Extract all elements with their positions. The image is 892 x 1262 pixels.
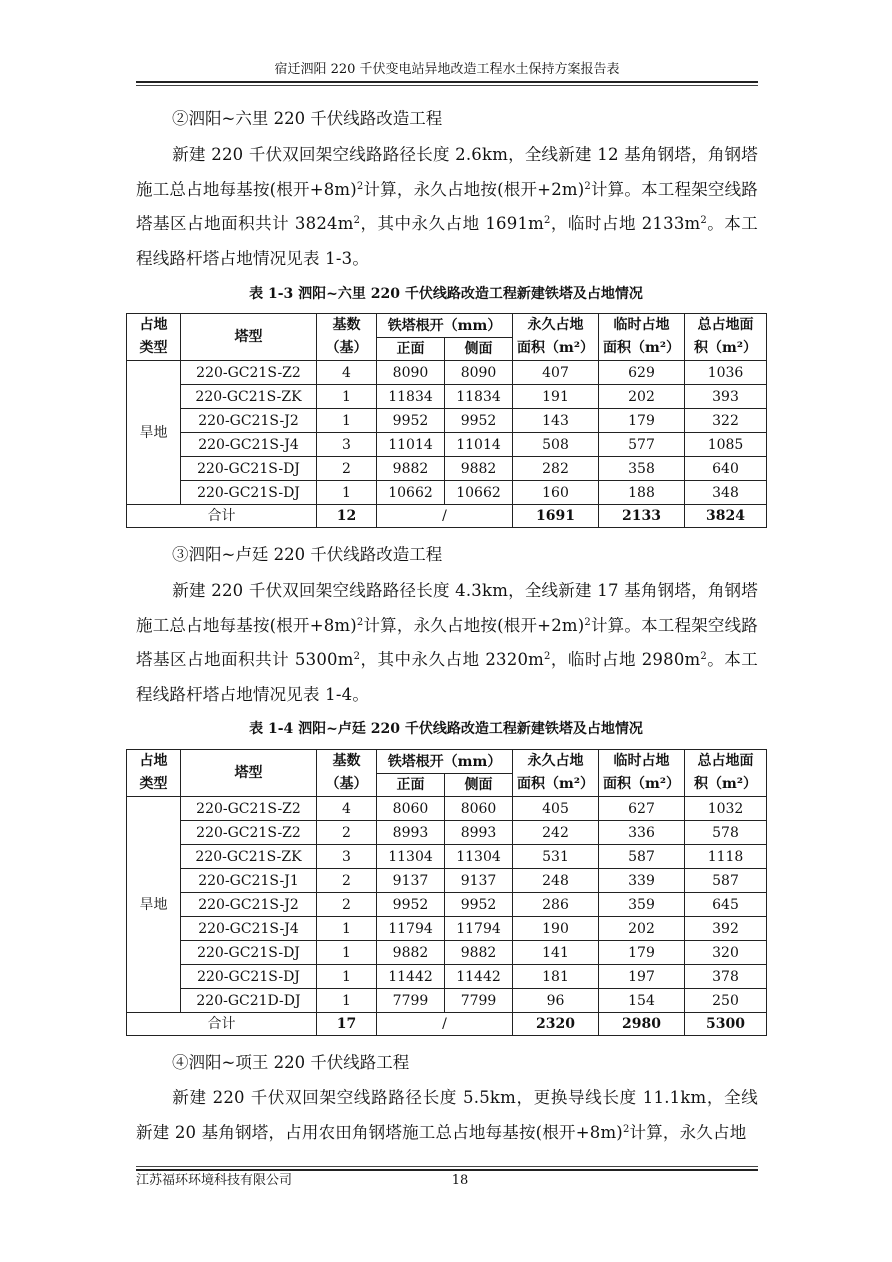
- footer-company: 江苏福环环境科技有限公司: [136, 1173, 293, 1188]
- cell-temp: 577: [599, 433, 685, 457]
- cell-type: 220-GC21S-ZK: [181, 385, 317, 409]
- cell-type: 220-GC21S-DJ: [181, 965, 317, 989]
- header-tower-type: 塔型: [181, 314, 317, 361]
- cell-total: 578: [685, 821, 767, 845]
- total-row: [127, 1013, 767, 1036]
- cell-front: 9137: [377, 869, 445, 893]
- table-row: [127, 361, 767, 385]
- header-rule: [136, 85, 758, 86]
- table-row: [127, 893, 767, 917]
- section-paragraph: 新建 220 千伏双回架空线路路径长度 4.3km，全线新建 17 基角钢塔，角钢塔施工总占地每基按(根开+8m)$^2$计算，永久占地按(根开+2m)$^2$计算。本工程架空线路塔基区占地面积共计 $5300m^2$，其中永久占地 $2320m^2$，临时占地 $2980m^2$。本工程线路杆塔占地情况见表 1-4。: [136, 581, 759, 704]
- section-paragraph: 新建 220 千伏双回架空线路路径长度 2.6km，全线新建 12 基角钢塔，角钢塔施工总占地每基按(根开+8m)$^2$计算，永久占地按(根开+2m)$^2$计算。本工程架空线路塔基区占地面积共计 $3824m^2$，其中永久占地 $1691m^2$，临时占地 $2133m^2$。本工程线路杆塔占地情况见表 1-3。: [136, 145, 759, 268]
- cell-front: 11794: [377, 917, 445, 941]
- table-row: [127, 965, 767, 989]
- cell-count: 1: [317, 941, 377, 965]
- cell-count: 4: [317, 797, 377, 821]
- cell-total: 378: [685, 965, 767, 989]
- cell-total: 393: [685, 385, 767, 409]
- land-type-cell: 旱地: [127, 361, 181, 505]
- cell-temp: 202: [599, 917, 685, 941]
- cell-count: 1: [317, 965, 377, 989]
- header-total-area: 总占地面 积（m²）: [685, 750, 767, 797]
- cell-side: 11442: [445, 965, 513, 989]
- cell-temp: 336: [599, 821, 685, 845]
- cell-front: 11014: [377, 433, 445, 457]
- cell-type: 220-GC21S-Z2: [181, 821, 317, 845]
- header-root-open: 铁塔根开（mm）: [377, 314, 513, 338]
- cell-side: 8993: [445, 821, 513, 845]
- document-header-title: 宿迁泗阳 220 千伏变电站异地改造工程水土保持方案报告表: [274, 62, 620, 77]
- cell-total: 392: [685, 917, 767, 941]
- cell-type: 220-GC21S-DJ: [181, 457, 317, 481]
- total-temporary: 2133: [599, 505, 685, 528]
- table-row: [127, 409, 767, 433]
- cell-front: 8060: [377, 797, 445, 821]
- cell-count: 1: [317, 917, 377, 941]
- cell-perm: 191: [513, 385, 599, 409]
- cell-side: 11304: [445, 845, 513, 869]
- header-side: 侧面: [445, 338, 513, 361]
- cell-total: 1085: [685, 433, 767, 457]
- footer-rule: [136, 1166, 758, 1167]
- cell-type: 220-GC21S-DJ: [181, 941, 317, 965]
- cell-front: 9952: [377, 893, 445, 917]
- header-root-open: 铁塔根开（mm）: [377, 750, 513, 774]
- total-root-open: /: [377, 1013, 513, 1036]
- total-root-open: /: [377, 505, 513, 528]
- cell-total: 640: [685, 457, 767, 481]
- table-row: [127, 433, 767, 457]
- cell-perm: 242: [513, 821, 599, 845]
- cell-count: 3: [317, 433, 377, 457]
- cell-front: 7799: [377, 989, 445, 1013]
- section-heading: ③泗阳~卢廷 220 千伏线路改造工程: [172, 545, 443, 564]
- header-count: 基数 （基）: [317, 750, 377, 797]
- header-front: 正面: [377, 774, 445, 797]
- cell-count: 2: [317, 821, 377, 845]
- total-count: 12: [317, 505, 377, 528]
- total-label: 合计: [127, 1013, 317, 1036]
- cell-total: 645: [685, 893, 767, 917]
- total-temporary: 2980: [599, 1013, 685, 1036]
- cell-type: 220-GC21S-J4: [181, 917, 317, 941]
- footer-rule: [136, 1169, 758, 1171]
- table-row: [127, 917, 767, 941]
- cell-perm: 282: [513, 457, 599, 481]
- cell-front: 11442: [377, 965, 445, 989]
- cell-side: 9882: [445, 941, 513, 965]
- cell-perm: 248: [513, 869, 599, 893]
- cell-type: 220-GC21S-J1: [181, 869, 317, 893]
- cell-front: 9952: [377, 409, 445, 433]
- cell-perm: 143: [513, 409, 599, 433]
- cell-temp: 202: [599, 385, 685, 409]
- table-row: [127, 941, 767, 965]
- cell-count: 2: [317, 457, 377, 481]
- cell-side: 10662: [445, 481, 513, 505]
- total-permanent: 2320: [513, 1013, 599, 1036]
- cell-side: 9952: [445, 893, 513, 917]
- cell-side: 9952: [445, 409, 513, 433]
- cell-type: 220-GC21S-Z2: [181, 361, 317, 385]
- cell-type: 220-GC21S-Z2: [181, 797, 317, 821]
- cell-type: 220-GC21S-DJ: [181, 481, 317, 505]
- cell-total: 250: [685, 989, 767, 1013]
- total-row: [127, 505, 767, 528]
- cell-front: 9882: [377, 457, 445, 481]
- total-area: 3824: [685, 505, 767, 528]
- cell-total: 320: [685, 941, 767, 965]
- section-heading: ④泗阳~项王 220 千伏线路工程: [172, 1053, 410, 1072]
- cell-temp: 627: [599, 797, 685, 821]
- cell-temp: 359: [599, 893, 685, 917]
- cell-temp: 179: [599, 941, 685, 965]
- total-count: 17: [317, 1013, 377, 1036]
- header-count: 基数 （基）: [317, 314, 377, 361]
- total-permanent: 1691: [513, 505, 599, 528]
- land-type-cell: 旱地: [127, 797, 181, 1013]
- table-row: [127, 989, 767, 1013]
- section-paragraph: 新建 220 千伏双回架空线路路径长度 5.5km，更换导线长度 11.1km，全线新建 20 基角钢塔，占用农田角钢塔施工总占地每基按(根开+8m)$^2$计算，永久占地: [136, 1088, 758, 1142]
- cell-temp: 154: [599, 989, 685, 1013]
- cell-side: 8060: [445, 797, 513, 821]
- header-rule: [136, 81, 758, 83]
- cell-type: 220-GC21D-DJ: [181, 989, 317, 1013]
- table-row: [127, 797, 767, 821]
- header-total-area: 总占地面 积（m²）: [685, 314, 767, 361]
- cell-count: 1: [317, 989, 377, 1013]
- header-land-type: 占地 类型: [127, 750, 181, 797]
- cell-perm: 160: [513, 481, 599, 505]
- table-row: [127, 457, 767, 481]
- header-temporary-area: 临时占地 面积（m²）: [599, 314, 685, 361]
- cell-perm: 190: [513, 917, 599, 941]
- cell-side: 8090: [445, 361, 513, 385]
- cell-count: 1: [317, 409, 377, 433]
- cell-type: 220-GC21S-J2: [181, 893, 317, 917]
- header-front: 正面: [377, 338, 445, 361]
- cell-count: 2: [317, 869, 377, 893]
- header-permanent-area: 永久占地 面积（m²）: [513, 314, 599, 361]
- cell-front: 11834: [377, 385, 445, 409]
- total-label: 合计: [127, 505, 317, 528]
- tower-land-table: [126, 313, 767, 528]
- table-row: [127, 481, 767, 505]
- cell-count: 1: [317, 385, 377, 409]
- cell-side: 9882: [445, 457, 513, 481]
- cell-side: 7799: [445, 989, 513, 1013]
- cell-count: 1: [317, 481, 377, 505]
- cell-perm: 96: [513, 989, 599, 1013]
- table-row: [127, 845, 767, 869]
- cell-front: 10662: [377, 481, 445, 505]
- cell-side: 9137: [445, 869, 513, 893]
- cell-perm: 508: [513, 433, 599, 457]
- cell-perm: 407: [513, 361, 599, 385]
- cell-front: 8090: [377, 361, 445, 385]
- cell-temp: 179: [599, 409, 685, 433]
- table-caption: 表 1-3 泗阳~六里 220 千伏线路改造工程新建铁塔及占地情况: [249, 286, 643, 302]
- table-caption: 表 1-4 泗阳~卢廷 220 千伏线路改造工程新建铁塔及占地情况: [249, 721, 643, 737]
- table-row: [127, 869, 767, 893]
- cell-perm: 531: [513, 845, 599, 869]
- total-area: 5300: [685, 1013, 767, 1036]
- cell-total: 587: [685, 869, 767, 893]
- cell-side: 11834: [445, 385, 513, 409]
- header-temporary-area: 临时占地 面积（m²）: [599, 750, 685, 797]
- table-row: [127, 821, 767, 845]
- cell-perm: 141: [513, 941, 599, 965]
- header-land-type: 占地 类型: [127, 314, 181, 361]
- tower-land-table: [126, 749, 767, 1036]
- cell-temp: 339: [599, 869, 685, 893]
- cell-type: 220-GC21S-J4: [181, 433, 317, 457]
- cell-side: 11794: [445, 917, 513, 941]
- cell-temp: 358: [599, 457, 685, 481]
- cell-front: 9882: [377, 941, 445, 965]
- cell-temp: 587: [599, 845, 685, 869]
- page-number: 18: [451, 1173, 469, 1188]
- cell-total: 1118: [685, 845, 767, 869]
- cell-temp: 188: [599, 481, 685, 505]
- cell-type: 220-GC21S-ZK: [181, 845, 317, 869]
- cell-front: 11304: [377, 845, 445, 869]
- cell-count: 2: [317, 893, 377, 917]
- header-side: 侧面: [445, 774, 513, 797]
- cell-side: 11014: [445, 433, 513, 457]
- cell-total: 348: [685, 481, 767, 505]
- cell-temp: 629: [599, 361, 685, 385]
- cell-temp: 197: [599, 965, 685, 989]
- cell-count: 3: [317, 845, 377, 869]
- cell-front: 8993: [377, 821, 445, 845]
- cell-total: 1036: [685, 361, 767, 385]
- cell-perm: 405: [513, 797, 599, 821]
- cell-count: 4: [317, 361, 377, 385]
- header-permanent-area: 永久占地 面积（m²）: [513, 750, 599, 797]
- header-tower-type: 塔型: [181, 750, 317, 797]
- cell-total: 322: [685, 409, 767, 433]
- cell-type: 220-GC21S-J2: [181, 409, 317, 433]
- cell-perm: 286: [513, 893, 599, 917]
- cell-total: 1032: [685, 797, 767, 821]
- section-heading: ②泗阳~六里 220 千伏线路改造工程: [172, 109, 443, 128]
- table-row: [127, 385, 767, 409]
- cell-perm: 181: [513, 965, 599, 989]
